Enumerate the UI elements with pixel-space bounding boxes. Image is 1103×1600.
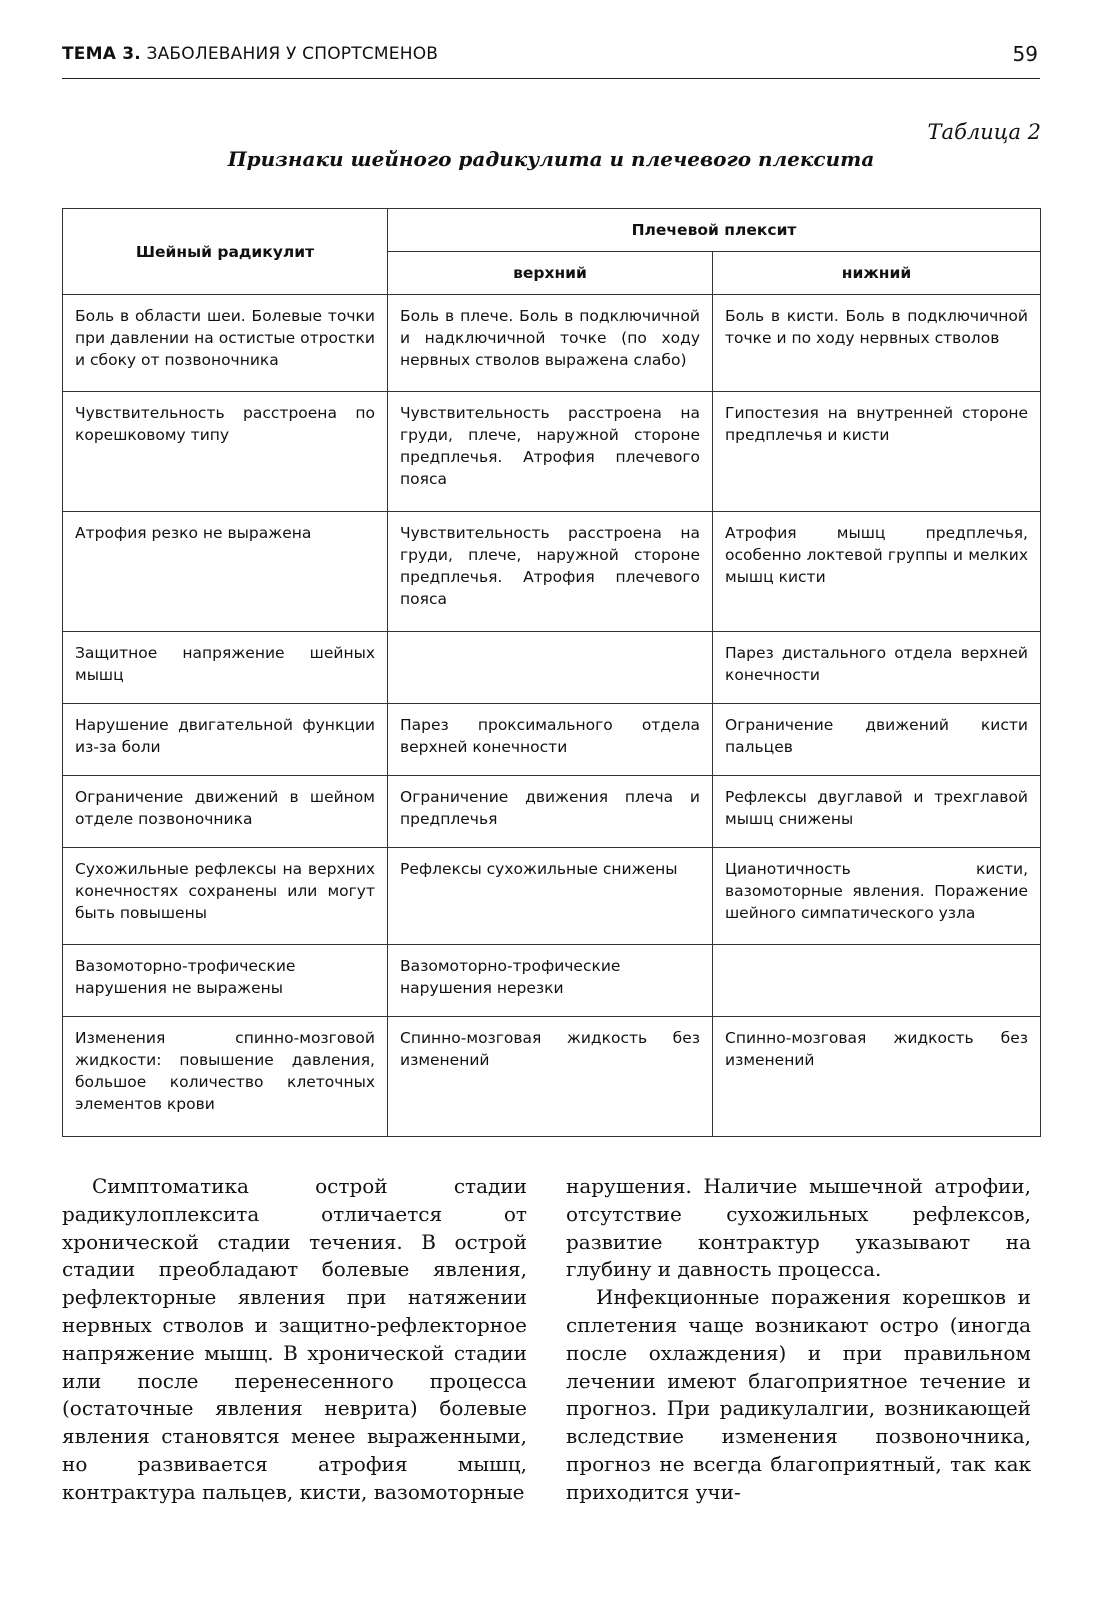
cell-cervical: Чувствительность расстроена по корешковому типу	[63, 392, 388, 512]
table-row	[63, 704, 1041, 776]
cell-upper: Чувствительность расстроена на груди, плече, наружной стороне предплечья. Атрофия плечевого пояса	[388, 512, 713, 632]
body-paragraph: Симптоматика острой стадии радикулоплексита отличается от хронической стадии течения. В острой стадии преобладают болевые явления, рефлекторные явления при натяжении нервных стволов и защитно-рефлекторное напряжение мышц. В хронической стадии или после перенесенного процесса (остаточные явления неврита) болевые явления становятся менее выраженными, но развивается атрофия мышц, контрактура пальцев, кисти, вазомоторные	[62, 1174, 527, 1504]
table-row	[63, 512, 1041, 632]
cell-lower: Рефлексы двуглавой и трехглавой мышц снижены	[713, 776, 1041, 848]
table-label: Таблица 2	[927, 120, 1041, 144]
section-title	[62, 44, 438, 64]
page-number: 59	[1012, 42, 1038, 66]
cell-upper: Спинно-мозговая жидкость без изменений	[388, 1017, 713, 1137]
cell-upper: Вазомоторно-трофические нарушения нерезки	[388, 945, 713, 1017]
body-paragraph: Инфекционные поражения корешков и сплетения чаще возникают остро (иногда после охлаждения) и при правильном лечении имеют благоприятное течение и прогноз. При радикулалгии, возникающей вследствие изменения позвоночника, прогноз не всегда благоприятный, так как приходится учи-	[566, 1285, 1031, 1504]
cell-upper: Парез проксимального отдела верхней конечности	[388, 704, 713, 776]
header-lower: нижний	[713, 252, 1041, 295]
cell-cervical: Атрофия резко не выражена	[63, 512, 388, 632]
cell-cervical: Боль в области шеи. Болевые точки при давлении на остистые отростки и сбоку от позвоночника	[63, 295, 388, 392]
cell-upper: Ограничение движения плеча и предплечья	[388, 776, 713, 848]
cell-cervical: Вазомоторно-трофические нарушения не выражены	[63, 945, 388, 1017]
cell-cervical: Защитное напряжение шейных мышц	[63, 632, 388, 704]
body-paragraph-continued: нарушения. Наличие мышечной атрофии, отсутствие сухожильных рефлексов, развитие контрактур указывают на глубину и давность процесса.	[566, 1174, 1031, 1282]
cell-upper: Боль в плече. Боль в подключичной и надключичной точке (по ходу нервных стволов выражена слабо)	[388, 295, 713, 392]
table-row	[63, 1017, 1041, 1137]
symptoms-table	[62, 208, 1041, 1137]
table-body	[63, 295, 1041, 1137]
cell-cervical: Ограничение движений в шейном отделе позвоночника	[63, 776, 388, 848]
cell-lower: Гипостезия на внутренней стороне предплечья и кисти	[713, 392, 1041, 512]
table-title: Признаки шейного радикулита и плечевого плексита	[227, 147, 875, 171]
section-number: ТЕМА 3.	[62, 44, 141, 64]
cell-lower	[713, 945, 1041, 1017]
cell-lower: Боль в кисти. Боль в подключичной точке и по ходу нервных стволов	[713, 295, 1041, 392]
table-row	[63, 295, 1041, 392]
cell-lower: Цианотичность кисти, вазомоторные явления. Поражение шейного симпатического узла	[713, 848, 1041, 945]
table-row	[63, 392, 1041, 512]
cell-lower: Атрофия мышц предплечья, особенно локтевой группы и мелких мышц кисти	[713, 512, 1041, 632]
table-row	[63, 632, 1041, 704]
table-row	[63, 945, 1041, 1017]
cell-lower: Спинно-мозговая жидкость без изменений	[713, 1017, 1041, 1137]
cell-lower: Парез дистального отдела верхней конечности	[713, 632, 1041, 704]
cell-cervical: Сухожильные рефлексы на верхних конечностях сохранены или могут быть повышены	[63, 848, 388, 945]
cell-lower: Ограничение движений кисти пальцев	[713, 704, 1041, 776]
header-brachial-plexitis: Плечевой плексит	[388, 209, 1041, 252]
cell-cervical: Изменения спинно-мозговой жидкости: повышение давления, большое количество клеточных элементов крови	[63, 1017, 388, 1137]
cell-cervical: Нарушение двигательной функции из-за боли	[63, 704, 388, 776]
header-cervical-radiculitis: Шейный радикулит	[63, 209, 388, 295]
table-row	[63, 776, 1041, 848]
header-upper: верхний	[388, 252, 713, 295]
cell-upper: Чувствительность расстроена на груди, плече, наружной стороне предплечья. Атрофия плечевого пояса	[388, 392, 713, 512]
cell-upper: Рефлексы сухожильные снижены	[388, 848, 713, 945]
cell-upper	[388, 632, 713, 704]
body-column-right	[566, 1173, 1031, 1507]
section-name: ЗАБОЛЕВАНИЯ У СПОРТСМЕНОВ	[140, 44, 439, 64]
table-row	[63, 848, 1041, 945]
body-column-left	[62, 1173, 527, 1507]
running-head	[62, 40, 1040, 79]
